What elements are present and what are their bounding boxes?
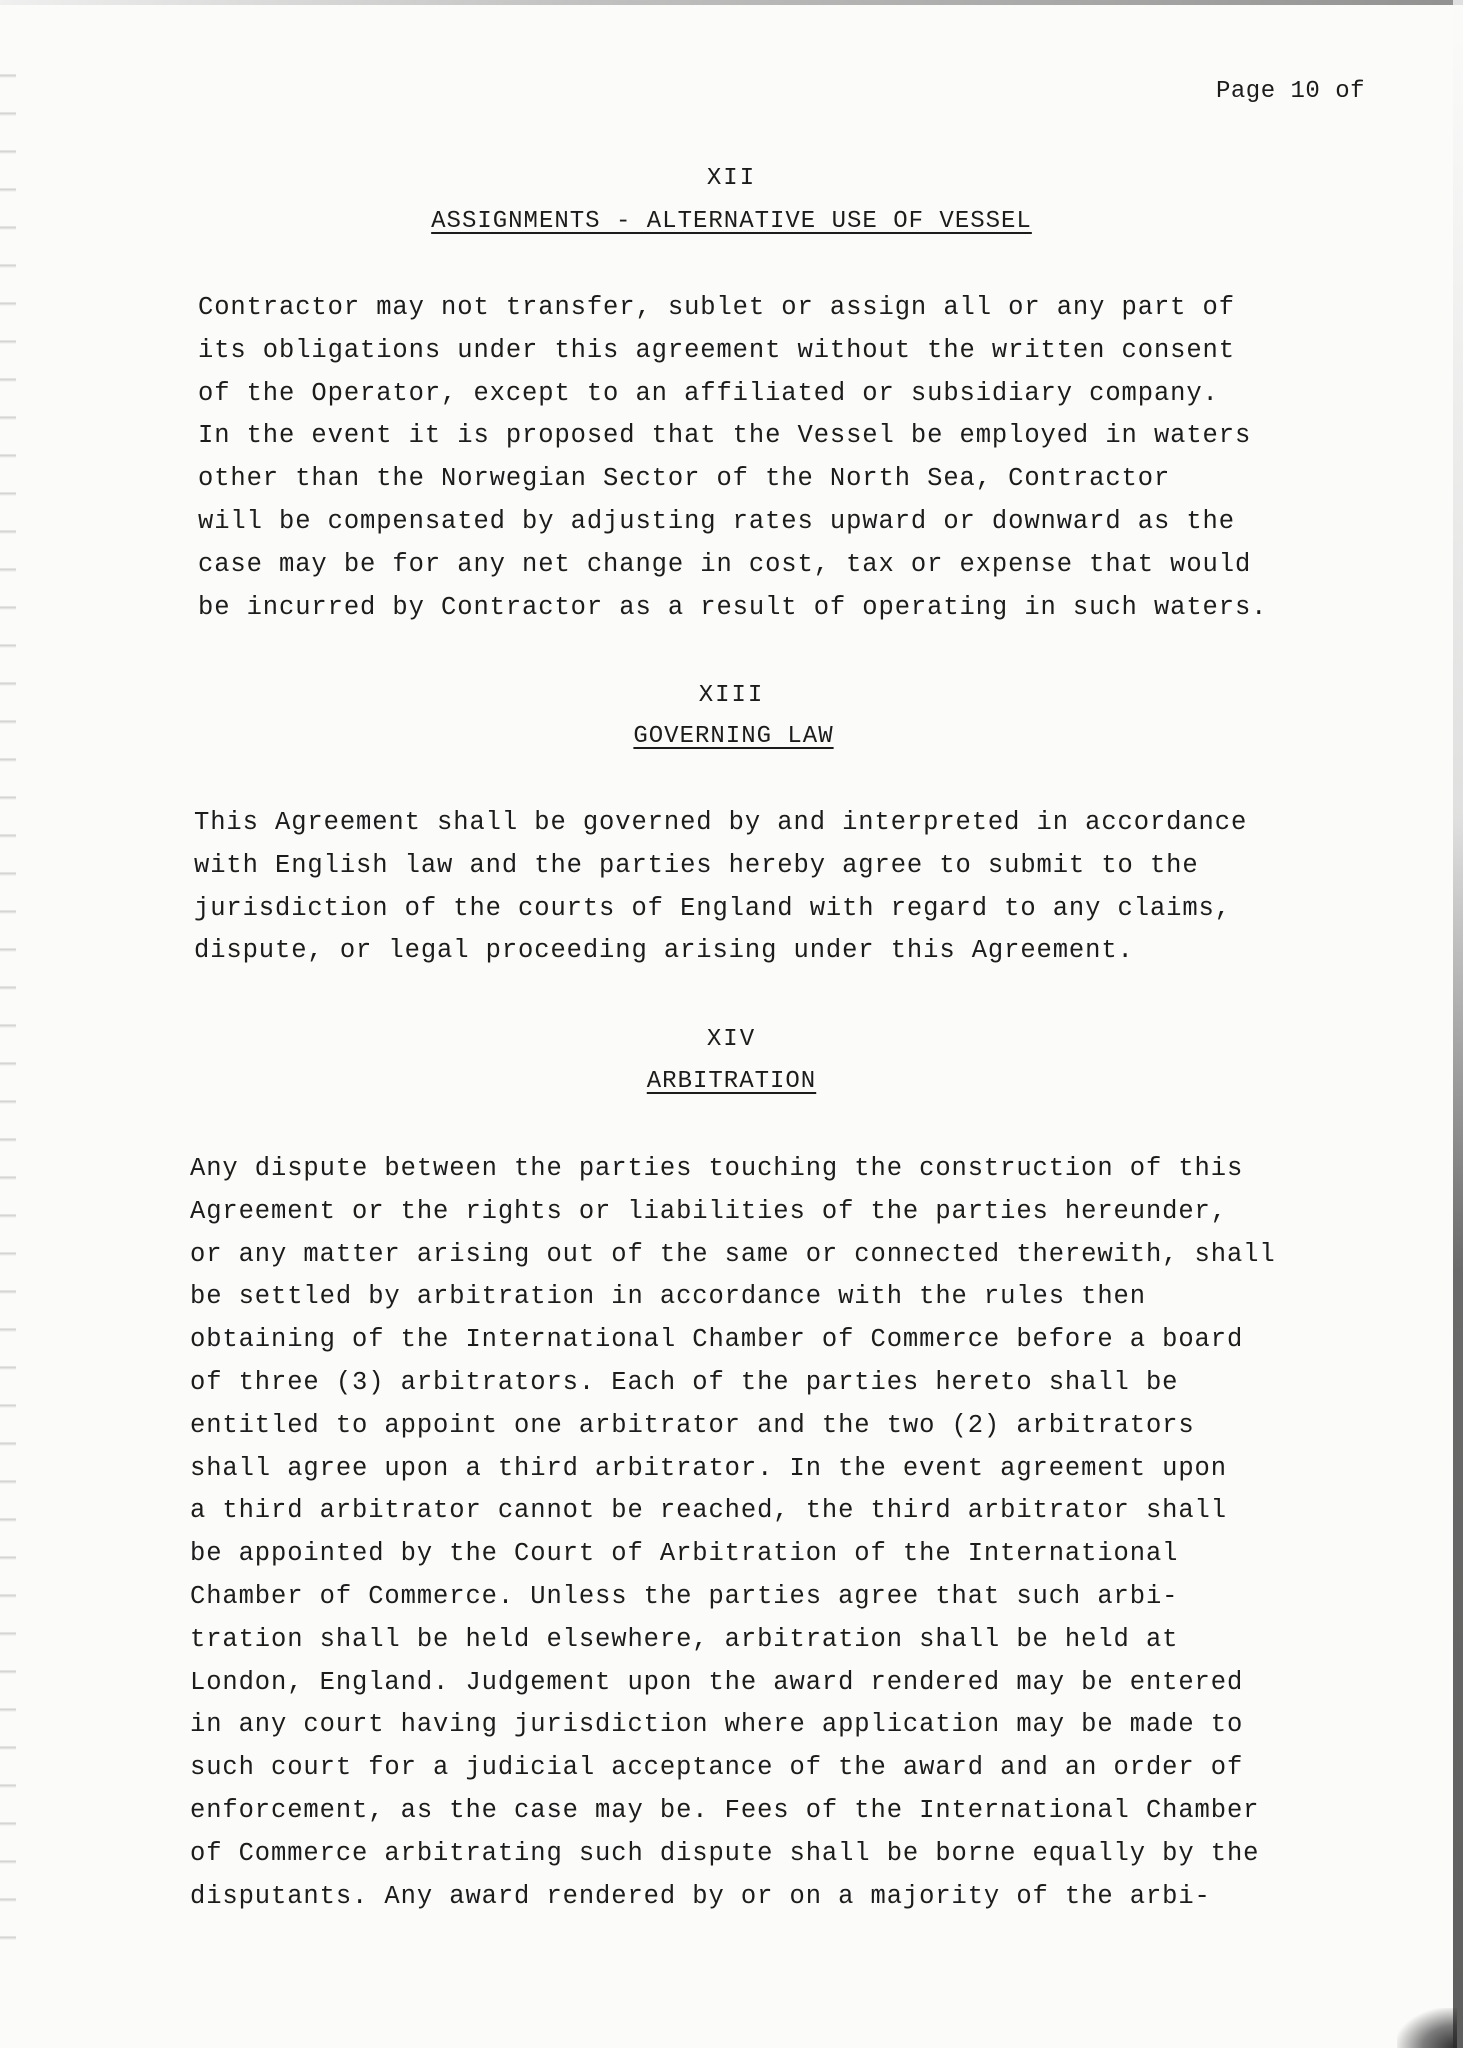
text-line: tration shall be held elsewhere, arbitration shall be held at	[190, 1624, 1179, 1654]
section-title-text: ASSIGNMENTS - ALTERNATIVE USE OF VESSEL	[431, 208, 1032, 235]
text-line: Chamber of Commerce. Unless the parties agree that such arbi-	[190, 1581, 1179, 1611]
text-line: disputants. Any award rendered by or on a majority of the arbi-	[190, 1881, 1211, 1911]
text-line: in any court having jurisdiction where application may be made to	[190, 1710, 1244, 1740]
section-title-text: GOVERNING LAW	[633, 723, 834, 750]
section-title-xiii	[2, 723, 1463, 750]
text-line: entitled to appoint one arbitrator and the two (2) arbitrators	[190, 1410, 1195, 1440]
text-line: jurisdiction of the courts of England with regard to any claims,	[194, 893, 1231, 923]
scan-left-edge	[0, 40, 16, 1940]
text-line: such court for a judicial acceptance of the award and an order of	[190, 1753, 1244, 1783]
section-body-xiii	[194, 802, 1247, 973]
text-line: case may be for any net change in cost, tax or expense that would	[198, 549, 1252, 579]
scan-right-edge	[1453, 0, 1463, 2048]
text-line: with English law and the parties hereby agree to submit to the	[194, 850, 1199, 880]
section-title-xiv	[0, 1068, 1463, 1095]
text-line: of three (3) arbitrators. Each of the parties hereto shall be	[190, 1367, 1179, 1397]
text-line: enforcement, as the case may be. Fees of the International Chamber	[190, 1795, 1260, 1825]
text-line: Contractor may not transfer, sublet or assign all or any part of	[198, 293, 1235, 322]
text-line: its obligations under this agreement without the written consent	[198, 335, 1235, 365]
section-number-xiv: XIV	[706, 1026, 757, 1053]
text-line: This Agreement shall be governed by and interpreted in accordance	[194, 808, 1248, 837]
text-line: obtaining of the International Chamber of Commerce before a board	[190, 1325, 1244, 1355]
text-line: London, England. Judgement upon the award rendered may be entered	[190, 1667, 1244, 1697]
text-line: will be compensated by adjusting rates upward or downward as the	[198, 506, 1235, 536]
text-line: Any dispute between the parties touching the construction of this	[190, 1154, 1244, 1183]
section-body-xii	[198, 287, 1267, 629]
text-line: In the event it is proposed that the Vessel be employed in waters	[198, 421, 1252, 451]
scan-top-edge	[0, 0, 1463, 5]
section-number-xiii: XIII	[698, 682, 765, 709]
section-number-xii: XII	[706, 165, 757, 192]
section-body-xiv	[190, 1148, 1276, 1918]
text-line: or any matter arising out of the same or connected therewith, shall	[190, 1239, 1276, 1269]
text-line: be incurred by Contractor as a result of operating in such waters.	[198, 592, 1268, 622]
text-line: Agreement or the rights or liabilities of the parties hereunder,	[190, 1196, 1227, 1226]
scan-corner-smudge	[1397, 2008, 1457, 2048]
page-number: Page 10 of	[1216, 78, 1366, 105]
text-line: shall agree upon a third arbitrator. In the event agreement upon	[190, 1453, 1227, 1483]
section-title-xii	[0, 208, 1463, 235]
text-line: be appointed by the Court of Arbitration of the International	[190, 1539, 1179, 1569]
section-title-text: ARBITRATION	[646, 1068, 817, 1095]
text-line: a third arbitrator cannot be reached, the third arbitrator shall	[190, 1496, 1227, 1526]
text-line: be settled by arbitration in accordance with the rules then	[190, 1282, 1146, 1312]
text-line: dispute, or legal proceeding arising under this Agreement.	[194, 936, 1134, 966]
text-line: of the Operator, except to an affiliated or subsidiary company.	[198, 378, 1219, 408]
text-line: of Commerce arbitrating such dispute shall be borne equally by the	[190, 1838, 1260, 1868]
text-line: other than the Norwegian Sector of the North Sea, Contractor	[198, 464, 1171, 494]
